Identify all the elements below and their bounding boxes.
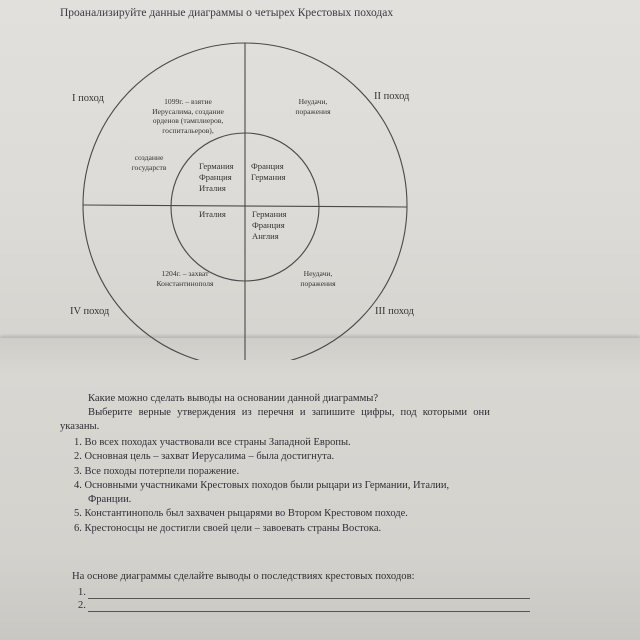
option-item: 3. Все походы потерпели поражение. [74,465,240,477]
country-item: Франция [252,220,285,230]
q4-countries [199,209,226,220]
q2-result-line: Неудачи, [298,97,328,106]
q1-result-line: госпитальеров), [162,125,214,135]
q2-result-text [282,97,344,116]
question-instruction-cont: указаны. [60,421,100,432]
worksheet-header: Проанализируйте данные диаграммы о четырех Крестовых походах [60,7,394,19]
answer-1-line[interactable] [88,598,530,599]
option-item: 5. Константинополь был захвачен рыцарями во Втором Крестовом походе. [74,508,408,520]
option-item: 4. Основными участниками Крестовых походов были рыцари из Германии, Италии, [74,479,450,491]
quadrant-label-2: II поход [374,91,410,102]
q1-result-line: Иерусалима, создание [152,106,224,116]
q1-result-line: 1099г. – взятие [164,97,212,106]
answer-options-list [74,436,449,536]
q3-result-text [285,269,351,288]
answer-1-number: 1. [78,587,86,598]
q1-states-text [118,153,180,172]
q2-countries [251,161,286,183]
q2-result-line: поражения [295,106,331,116]
q3-result-line: Неудачи, [303,269,333,278]
country-item: Италия [199,209,226,219]
country-item: Англия [252,231,279,241]
q1-states-line: создание [134,153,164,162]
question-prompt: Какие можно сделать выводы на основании данной диаграммы? [88,393,379,404]
task2-prompt: На основе диаграммы сделайте выводы о последствиях крестовых походов: [72,571,415,582]
q4-result-line: Константинополя [156,278,214,288]
option-item: Франции. [88,494,132,506]
quadrant-label-4: IV поход [70,306,110,317]
country-item: Германия [252,209,287,219]
question-instruction: Выберите верные утверждения из перечня и запишите цифры, под которыми они [88,407,490,418]
quadrant-label-3: III поход [375,306,414,317]
q1-result-line: орденов (тамплиеров, [152,116,224,126]
country-item: Германия [251,172,286,182]
answer-2-number: 2. [78,600,86,611]
q1-countries [199,161,234,194]
quadrant-label-1: I поход [72,93,104,104]
q3-countries [252,209,287,242]
q3-result-line: поражения [300,278,336,288]
q4-result-line: 1204г. – захват [161,269,209,278]
answer-2-line[interactable] [88,611,530,612]
q1-states-line: государств [131,162,167,172]
country-item: Италия [199,183,226,193]
option-item: 1. Во всех походах участвовали все страны Западной Европы. [74,437,351,448]
option-item: 6. Крестоносцы не достигли своей цели – завоевать страны Востока. [74,522,382,534]
country-item: Германия [199,161,234,171]
q4-result-text [135,269,235,288]
option-item: 2. Основная цель – захват Иерусалима – была достигнута. [74,451,335,463]
q1-result-text [136,97,240,135]
country-item: Франция [251,161,284,171]
country-item: Франция [199,172,232,182]
